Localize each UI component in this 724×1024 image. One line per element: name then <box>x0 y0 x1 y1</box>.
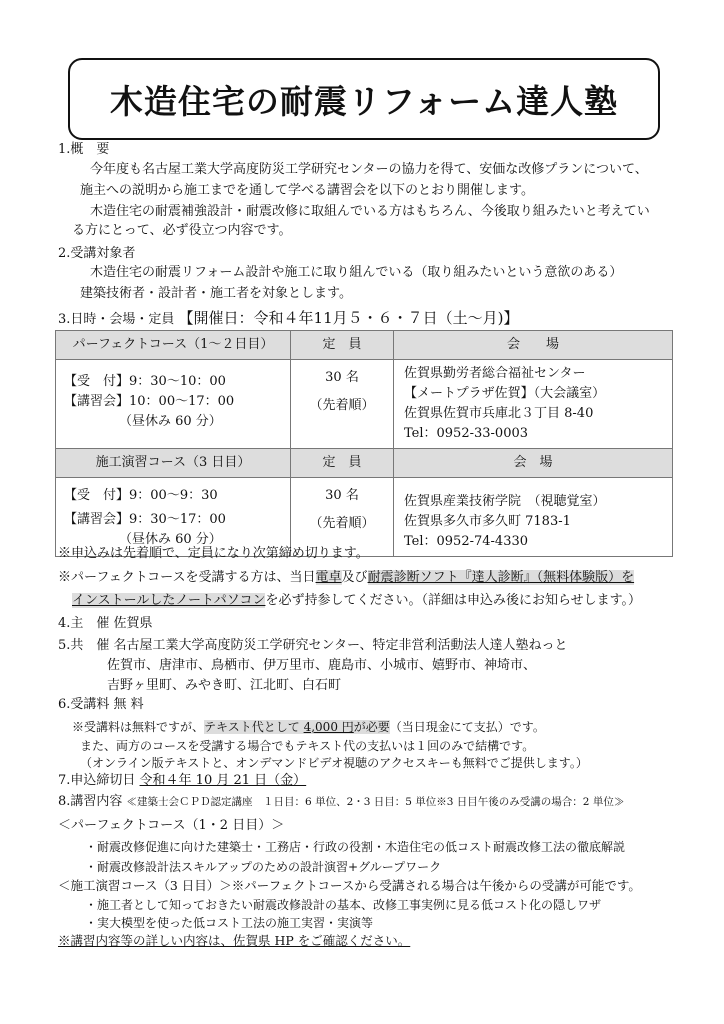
content-item: ・耐震改修設計法スキルアップのための設計演習+グループワーク <box>85 860 442 874</box>
s1-text: る方にとって、必ず役立つ内容です。 <box>72 223 292 238</box>
venue-header: 会 場 <box>394 331 673 360</box>
organizer: 佐賀県 <box>113 616 153 631</box>
capacity-header: 定 員 <box>291 331 394 360</box>
s6-heading: 6.受講料 <box>58 697 110 712</box>
content-item: ・施工者として知っておきたい耐震改修設計の基本、改修工事実例に見る低コスト化の隠しワザ <box>85 898 602 912</box>
co-organizers: 佐賀市、唐津市、鳥栖市、伊万里市、鹿島市、小城市、嬉野市、神埼市、 <box>107 658 537 673</box>
fee-note: また、両方のコースを受講する場合でもテキスト代の支払いは１回のみで結構です。 <box>80 739 535 753</box>
s6 <box>58 696 144 714</box>
course-name: 施工演習コース（3 日目） <box>56 449 291 478</box>
co-organizers: 名古屋工業大学高度防災工学研究センター、特定非営利活動法人達人塾ねっと <box>113 638 568 653</box>
cpd-info: ≪建築士会ＣＰＤ認定講座 １日目：6 単位、2・3 日目：5 単位※3 日目午後のみ受講の場合：2 単位≫ <box>126 796 625 808</box>
s3-heading <box>58 309 519 329</box>
lunch-break: （昼休み 60 分） <box>119 414 222 429</box>
note-bring-2 <box>72 592 641 610</box>
capacity: 30 名 <box>325 370 359 385</box>
fee-note: （オンライン版テキストと、オンデマンドビデオ視聴のアクセスキーも無料でご提供します。） <box>80 756 588 770</box>
title-box <box>68 58 660 140</box>
page-title: 木造住宅の耐震リフォーム達人塾 <box>109 81 619 121</box>
capacity: 30 名 <box>325 488 359 503</box>
course-name: パーフェクトコース（1～２日目） <box>56 331 291 360</box>
s8 <box>58 793 624 811</box>
s5 <box>58 637 568 655</box>
perfect-heading: ＜パーフェクトコース（1・2 日目）＞ <box>58 818 285 833</box>
s2-heading: 2.受講対象者 <box>58 246 136 261</box>
s4-heading: 4.主 催 <box>58 616 110 631</box>
fee-note <box>72 718 545 736</box>
venue-header: 会 場 <box>394 449 673 478</box>
s1-heading: 1.概 要 <box>58 142 110 157</box>
note-first-come: ※申込みは先着順で、定員になり次第締め切ります。 <box>58 546 369 561</box>
schedule-table <box>55 330 673 557</box>
note-bring <box>58 569 634 587</box>
footer-note: ※講習内容等の詳しい内容は、佐賀県 HP をご確認ください。 <box>58 933 411 948</box>
note-text: ※パーフェクトコースを受講する方は、当日 <box>58 570 316 585</box>
s4 <box>58 615 153 633</box>
lecture-time: 【講習会】10：00～17：00 <box>64 394 235 409</box>
venue-name: 佐賀県産業技術学院 （視聴覚室） <box>404 494 606 509</box>
reception-time: 【受 付】9：00～9：30 <box>64 488 218 503</box>
s2-text: 建築技術者・設計者・施工者を対象とします。 <box>80 286 352 301</box>
order: （先着順） <box>309 516 375 531</box>
s3-label: 3.日時・会場・定員 <box>58 312 175 327</box>
venue-name: 佐賀県勤労者総合福祉センター <box>404 366 586 381</box>
s1-text: 木造住宅の耐震補強設計・耐震改修に取組んでいる方はもちろん、今後取り組みたいと考えてい <box>90 204 650 219</box>
venue-tel: Tel：0952-74-4330 <box>404 534 529 549</box>
s7 <box>58 772 306 790</box>
content-item: ・耐震改修促進に向けた建築士・工務店・行政の役割・木造住宅の低コスト耐震改修工法の徹底解説 <box>85 840 626 854</box>
s5-heading: 5.共 催 <box>58 638 110 653</box>
reception-time: 【受 付】9：30～10：00 <box>64 374 226 389</box>
s2-text: 木造住宅の耐震リフォーム設計や施工に取り組んでいる（取り組みたいという意欲のある） <box>90 265 623 280</box>
venue-address: 佐賀県多久市多久町 7183-1 <box>404 514 571 529</box>
capacity-header: 定 員 <box>291 449 394 478</box>
co-organizers: 吉野ヶ里町、みやき町、江北町、白石町 <box>107 678 342 693</box>
note-text: が必要 <box>353 720 390 734</box>
note-text: を必ず持参してください。（詳細は申込み後にお知らせします。） <box>265 593 642 608</box>
laptop: インストールしたノートパソコン <box>72 593 266 608</box>
note-text: ※受講料は無料ですが、 <box>72 720 205 734</box>
sekou-heading: ＜施工演習コース（3 日目）＞※パーフェクトコースから受講される場合は午後からの受講が可能です。 <box>58 878 641 893</box>
s1-text: 今年度も名古屋工業大学高度防災工学研究センターの協力を得て、安価な改修プランについて、 <box>90 162 648 177</box>
s8-heading: 8.講習内容 <box>58 794 123 809</box>
text-fee: 4,000 円 <box>303 720 354 734</box>
venue-building: 【メートプラザ佐賀】（大会議室） <box>404 386 606 401</box>
s1-text: 施主への説明から施工までを通して学べる講習会を以下のとおり開催します。 <box>80 183 534 198</box>
fee: 無 料 <box>113 697 144 712</box>
deadline: 令和４年 10 月 21 日（金） <box>139 773 307 788</box>
software: 耐震診断ソフト『達人診断』（無料体験版）を <box>367 570 635 585</box>
lecture-time: 【講習会】9：30～17：00 <box>64 512 226 527</box>
content-item: ・実大模型を使った低コスト工法の施工実習・実演等 <box>85 916 374 930</box>
event-date: 【開催日：令和４年11月５・６・７日（土～月)】 <box>178 309 519 327</box>
s7-heading: 7.申込締切日 <box>58 773 136 788</box>
calculator: 電卓 <box>315 570 342 585</box>
note-text: 及び <box>341 570 368 585</box>
lunch-break: （昼休み 60 分） <box>119 532 222 547</box>
note-text: （当日現金にて支払）です。 <box>389 720 545 734</box>
venue-address: 佐賀県佐賀市兵庫北３丁目 8-40 <box>404 406 594 421</box>
venue-tel: Tel：0952-33-0003 <box>404 426 529 441</box>
note-text: テキスト代として <box>204 720 304 734</box>
order: （先着順） <box>309 398 375 413</box>
